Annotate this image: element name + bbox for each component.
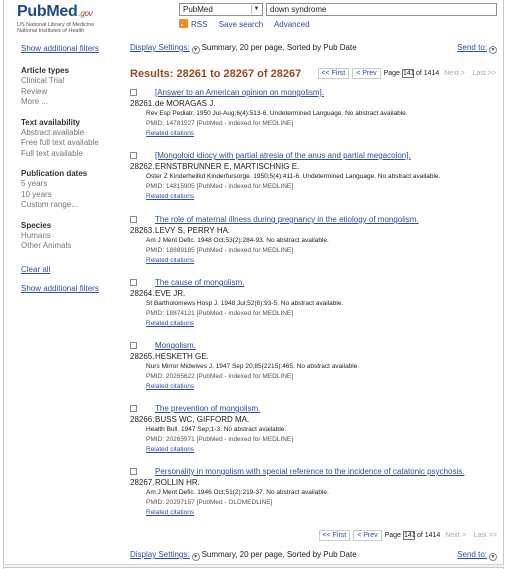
filter-item[interactable]: Free full text available [21,138,99,147]
clear-all-link[interactable]: Clear all [21,264,51,274]
result-checkbox[interactable] [130,216,137,223]
result-number: 28262. [130,162,155,171]
chevron-down-icon[interactable]: ▼ [490,554,496,560]
filter-item[interactable]: Clinical Trial [21,76,65,85]
chevron-down-icon[interactable]: ▼ [490,47,496,53]
result-checkbox[interactable] [130,342,137,349]
related-citations-link[interactable]: Related citations [146,320,195,327]
result-authors: LEVY S, PERRY HA. [155,226,231,235]
result-authors: BUSS WC, GIFFORD MA. [155,415,250,424]
display-settings-bar-bottom [130,550,499,562]
next-page-button: Next > [445,532,466,539]
result-checkbox[interactable] [130,152,137,159]
filter-group-heading: Text availability [21,117,80,127]
search-subnav [179,19,319,29]
results-main [130,43,499,516]
window-bottom-edge [3,564,504,568]
page-number-input[interactable]: 141 [402,70,415,77]
result-number: 28264. [130,289,155,298]
result-authors: EVE JR. [155,289,186,298]
page-total: of 1414 [415,70,440,77]
send-to-menu[interactable] [457,550,499,561]
result-checkbox[interactable] [130,468,137,475]
filter-item[interactable]: 10 years [21,189,52,199]
filter-group-text-availability [21,118,121,160]
related-citations-link[interactable]: Related citations [146,193,195,200]
chevron-down-icon[interactable]: ▼ [193,47,199,53]
result-authors: HESKETH GE. [155,352,209,361]
results-count-title: Results: 28261 to 28267 of 28267 [130,68,302,80]
pager-bottom [319,530,501,541]
display-settings-link[interactable]: Display Settings: [130,550,190,559]
result-checkbox[interactable] [130,279,137,286]
related-citations-link[interactable]: Related citations [146,383,195,390]
send-to-label[interactable]: Send to: [457,43,487,52]
prev-page-button[interactable]: < Prev [352,68,380,79]
result-authors: de MORAGAS J. [155,99,216,108]
result-number: 28261. [130,99,155,108]
advanced-search-link[interactable]: Advanced [273,20,310,29]
filter-item[interactable]: Full text available [21,148,83,158]
result-authors: ERNSTBRUNNER E, MARTISCHNIG E. [155,162,300,171]
result-title-link[interactable]: [Mongoloid idiocy with partial atresia of the anus and partial megacolon]. [155,151,411,160]
filter-item[interactable]: Other Animals [21,241,72,250]
result-title-link[interactable]: [Answer to an American opinion on mongolism]. [155,88,324,97]
display-settings-summary: Summary, 20 per page, Sorted by Pub Date [201,43,357,52]
display-settings-summary: Summary, 20 per page, Sorted by Pub Date [201,550,357,559]
related-citations-link[interactable]: Related citations [146,130,195,137]
chevron-down-icon[interactable]: ▼ [251,5,261,14]
filter-item[interactable]: Abstract available [21,127,85,137]
logo-line1: US National Library of Medicine [17,22,95,28]
result-citation: Am J Ment Defic. 1946 Oct;51(2):219-37. No abstract available. [146,489,329,496]
show-additional-filters-link-bottom[interactable]: Show additional filters [21,283,99,293]
send-to-label[interactable]: Send to: [457,550,487,559]
last-page-button: Last >> [472,70,496,77]
result-number: 28265. [130,352,155,361]
result-pmid: PMID: 18874121 [PubMed - indexed for MEDLINE] [146,310,294,317]
search-input[interactable]: down syndrome [266,3,497,16]
filter-item[interactable]: Review [21,86,48,96]
filters-sidebar [21,44,121,293]
first-page-button[interactable]: << First [318,68,350,79]
logo-suffix: .gov [78,9,93,18]
filter-group-heading: Article types [21,66,70,75]
rss-link[interactable]: RSS [191,20,208,29]
result-pmid: PMID: 14815905 [PubMed - indexed for MEDLINE] [146,183,294,190]
result-citation: Rev Esp Pediatr. 1950 Jul-Aug;6(4):513-6. Undetermined Language. No abstract available. [146,110,408,117]
pubmed-logo[interactable] [17,4,94,34]
related-citations-link[interactable]: Related citations [146,509,195,516]
page-number-input[interactable]: 141 [403,532,416,539]
result-title-link[interactable]: The role of maternal illness during pregnancy in the etiology of mongolism. [155,215,419,224]
result-citation: St Bartholomews Hosp J. 1948 Jul;52(6):93-5. No abstract available. [146,300,344,307]
page-label: Page [384,532,401,539]
save-search-link[interactable]: Save search [218,20,264,29]
page-label: Page [383,70,400,77]
result-citation: Oster Z Kinderheilkd Kinderfursorge. 1950;5(4):411-6. Undetermined Language. No abstract available. [146,173,441,180]
filter-group-heading: Species [21,220,52,230]
result-pmid: PMID: 20265622 [PubMed - indexed for MEDLINE] [146,373,294,380]
rss-icon[interactable] [179,19,188,28]
result-title-link[interactable]: Personality in mongolism with special reference to the incidence of catatonic psychosis. [155,467,465,476]
show-additional-filters-link[interactable]: Show additional filters [21,44,99,53]
result-title-link[interactable]: Mongolism. [155,341,196,350]
result-checkbox[interactable] [130,405,137,412]
filter-item[interactable]: Custom range... [21,200,78,209]
result-citation: Health Bull. 1947 Sep;1-3. No abstract available. [146,426,287,433]
send-to-menu[interactable] [457,43,499,54]
next-page-button: Next > [444,70,465,77]
database-select[interactable] [179,3,263,16]
filter-item[interactable]: More ... [21,97,49,106]
display-settings-bar [130,43,499,55]
last-page-button: Last >> [473,532,497,539]
pager-top [318,68,500,79]
result-number: 28266. [130,415,155,424]
logo-main: PubMed [17,3,78,20]
result-number: 28263. [130,226,155,235]
filter-group-publication-dates [21,169,121,211]
result-pmid: PMID: 20297157 [PubMed - OLDMEDLINE] [146,499,273,506]
display-settings-link[interactable]: Display Settings: [130,43,190,52]
chevron-down-icon[interactable]: ▼ [193,554,199,560]
filter-group-heading: Publication dates [21,169,88,178]
database-value: PubMed [183,5,213,14]
filter-group-species [21,221,121,252]
logo-line2: National Institutes of Health [17,28,85,34]
result-citation: Am J Ment Defic. 1948 Oct;53(2):284-93. No abstract available. [146,237,329,244]
header [4,0,503,34]
result-title-link[interactable]: The prevention of mongolism. [155,404,261,413]
result-pmid: PMID: 20265971 [PubMed - indexed for MEDLINE] [146,436,294,443]
page-total: of 1414 [416,532,441,539]
result-authors: ROLLIN HR. [155,478,200,487]
filter-group-article-types [21,66,121,108]
prev-page-button[interactable]: < Prev [353,530,381,541]
result-number: 28267. [130,478,155,487]
filter-item[interactable]: Humans [21,230,51,240]
first-page-button[interactable]: << First [319,530,351,541]
result-checkbox[interactable] [130,89,137,96]
related-citations-link[interactable]: Related citations [146,257,195,264]
result-pmid: PMID: 18889185 [PubMed - indexed for MEDLINE] [146,247,294,254]
result-pmid: PMID: 14781527 [PubMed - indexed for MEDLINE] [146,120,294,127]
filter-item[interactable]: 5 years [21,179,48,188]
result-title-link[interactable]: The cause of mongolism. [155,278,245,287]
result-citation: Nurs Mirror Midwives J. 1947 Sep 20;85(2215):465. No abstract available. [146,363,360,370]
related-citations-link[interactable]: Related citations [146,446,195,453]
